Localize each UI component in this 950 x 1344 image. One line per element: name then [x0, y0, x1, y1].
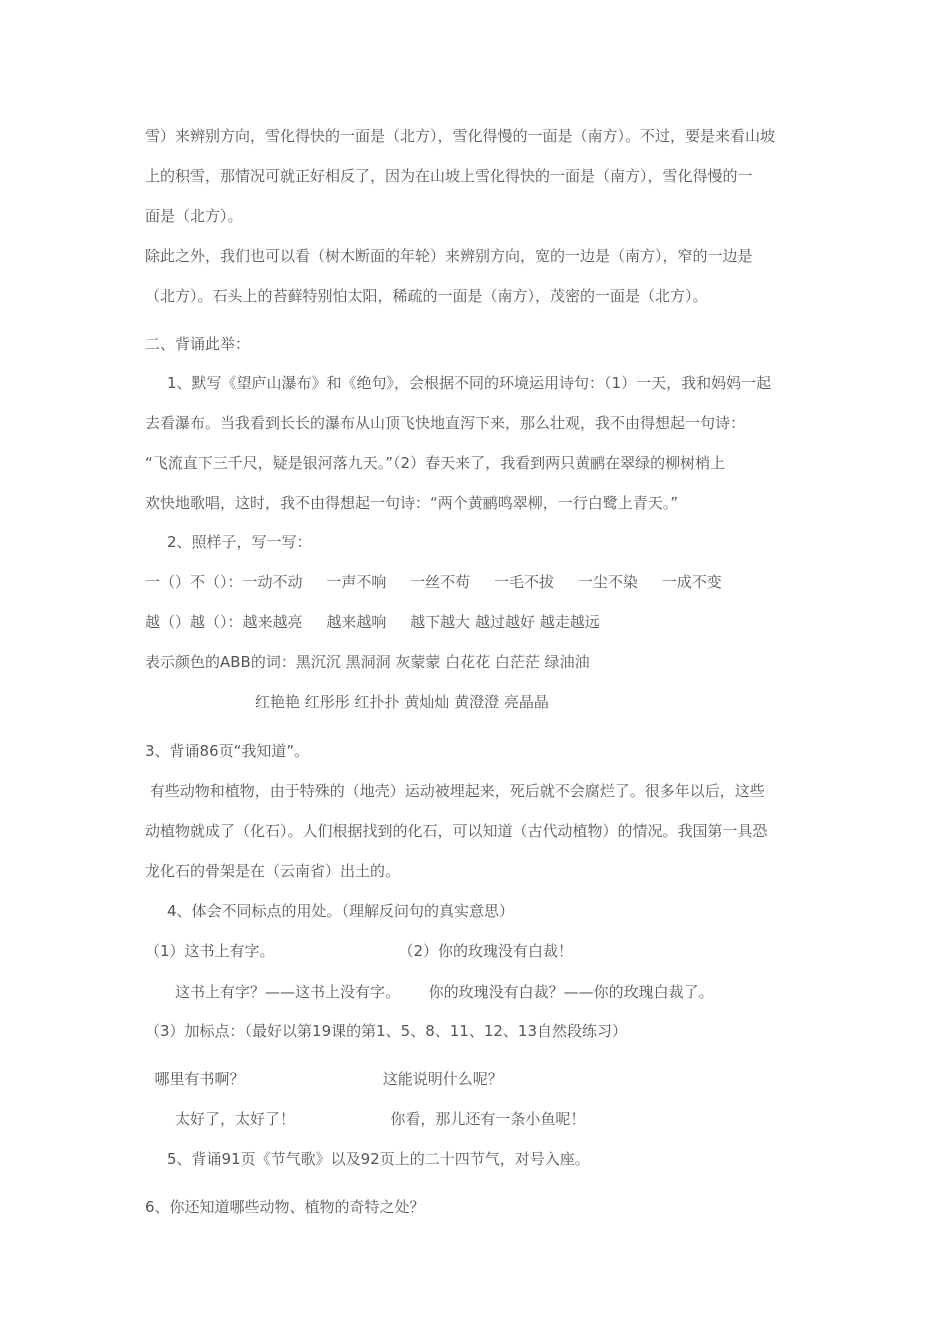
text-line: 上的积雪，那情况可就正好相反了，因为在山坡上雪化得快的一面是（南方），雪化得慢的一 — [145, 167, 753, 185]
text-line: 面是（北方）。 — [145, 207, 243, 225]
text-line: 一（）不（）：一动不动 一声不响 一丝不苟 一毛不拔 一尘不染 一成不变 — [145, 573, 722, 591]
text-line: 这书上有字？——这书上没有字。 你的玫瑰没有白裁？——你的玫瑰白裁了。 — [175, 983, 714, 1001]
text-line: 2、照样子，写一写： — [167, 533, 312, 551]
text-line: 除此之外，我们也可以看（树木断面的年轮）来辨别方向，宽的一边是（南方），窄的一边是 — [145, 247, 753, 265]
text-line: 越（）越（）：越来越亮 越来越响 越下越大 越过越好 越走越远 — [145, 613, 600, 631]
text-line: 动植物就成了（化石）。人们根据找到的化石，可以知道（古代动植物）的情况。我国第一具恐 — [145, 822, 768, 840]
text-line: 1、默写《望庐山瀑布》和《绝句》，会根据不同的环境运用诗句：（1）一天，我和妈妈一起 — [167, 374, 772, 392]
text-line: 5、背诵91页《节气歌》以及92页上的二十四节气，对号入座。 — [167, 1150, 590, 1168]
text-line: 表示颜色的ABB的词：黑沉沉 黑洞洞 灰蒙蒙 白花花 白茫茫 绿油油 — [145, 653, 590, 671]
text-line: 3、背诵86页“我知道”。 — [145, 742, 310, 760]
text-line: 有些动物和植物，由于特殊的（地壳）运动被埋起来，死后就不会腐烂了。很多年以后，这些 — [145, 782, 765, 800]
text-line: 红艳艳 红彤彤 红扑扑 黄灿灿 黄澄澄 亮晶晶 — [255, 693, 549, 711]
text-line: 太好了，太好了！ 你看，那儿还有一条小鱼呢！ — [175, 1110, 586, 1128]
text-line: “飞流直下三千尺，疑是银河落九天。”（2）春天来了，我看到两只黄鹂在翠绿的柳树梢上 — [145, 454, 726, 472]
section-heading: 二、背诵此举： — [145, 335, 251, 353]
text-line: 龙化石的骨架是在（云南省）出土的。 — [145, 862, 401, 880]
text-line: （1）这书上有字。 （2）你的玫瑰没有白裁！ — [145, 942, 574, 960]
text-line: 哪里有书啊？ 这能说明什么呢？ — [145, 1070, 503, 1088]
text-line: （北方）。石头上的苔藓特别怕太阳，稀疏的一面是（南方），茂密的一面是（北方）。 — [145, 287, 708, 305]
text-line: 去看瀑布。当我看到长长的瀑布从山顶飞快地直泻下来，那么壮观，我不由得想起一句诗： — [145, 414, 746, 432]
text-line: （3）加标点：（最好以第19课的第1、5、8、11、12、13自然段练习） — [145, 1022, 628, 1040]
text-line: 4、体会不同标点的用处。（理解反问句的真实意思） — [167, 902, 515, 920]
text-line: 6、你还知道哪些动物、植物的奇特之处？ — [145, 1198, 425, 1216]
text-line: 雪）来辨别方向，雪化得快的一面是（北方），雪化得慢的一面是（南方）。不过，要是来看山坡 — [145, 127, 776, 145]
text-line: 欢快地歌唱，这时，我不由得想起一句诗：“两个黄鹂鸣翠柳，一行白鹭上青天。” — [145, 494, 679, 512]
